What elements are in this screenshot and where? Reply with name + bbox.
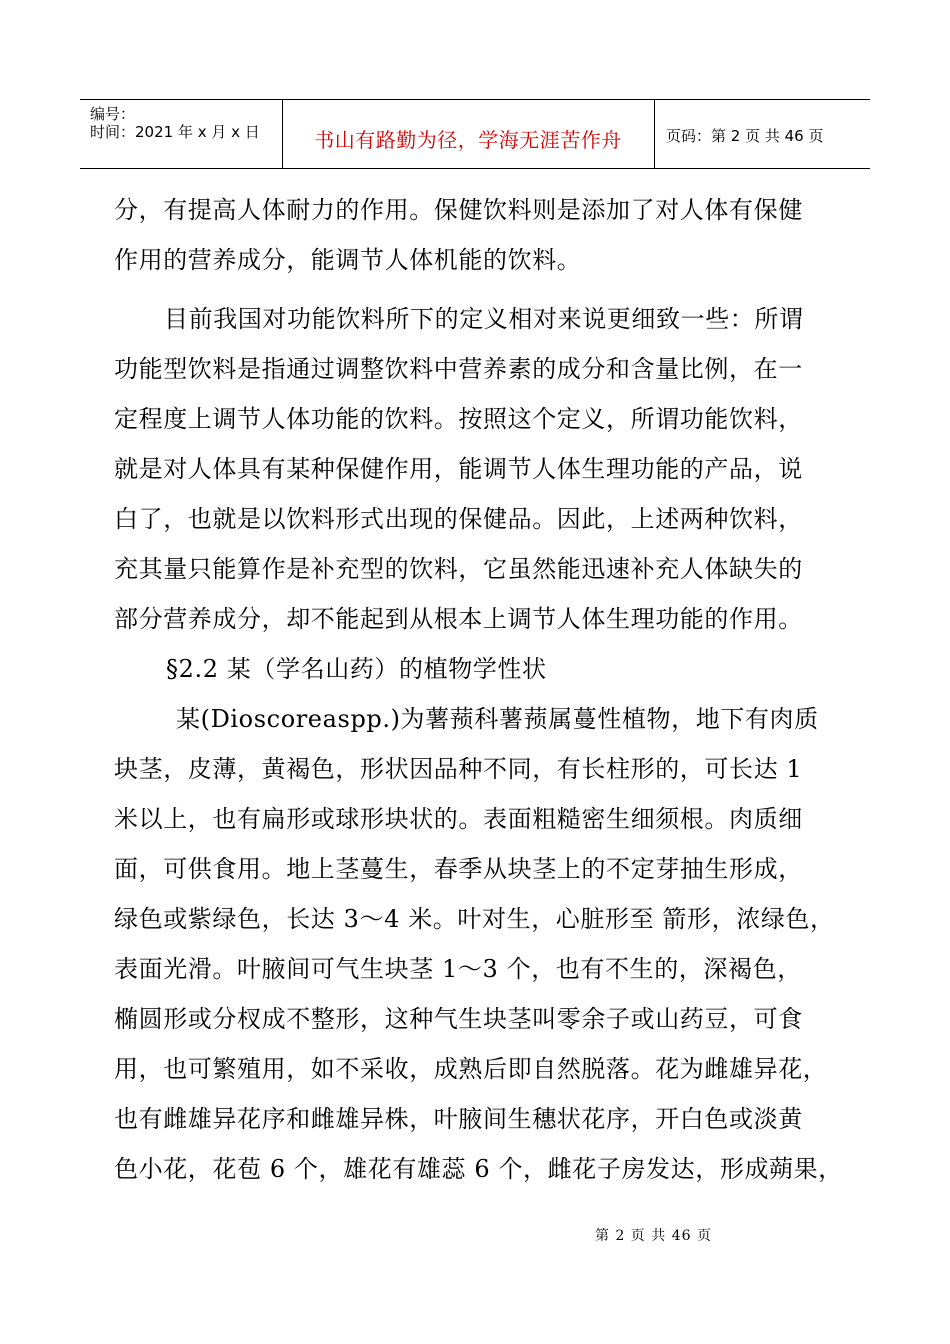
body-line: 定程度上调节人体功能的饮料。按照这个定义，所谓功能饮料， <box>114 405 803 433</box>
body-line: 绿色或紫绿色，长达 3～4 米。叶对生，心脏形至 箭形，浓绿色， <box>114 905 835 933</box>
body-line: 块茎，皮薄，黄褐色，形状因品种不同，有长柱形的，可长达 1 <box>114 755 803 783</box>
body-line: 作用的营养成分，能调节人体机能的饮料。 <box>114 246 582 274</box>
section-heading: §2.2 某（学名山药）的植物学性状 <box>166 655 547 683</box>
body-line: 就是对人体具有某种保健作用，能调节人体生理功能的产品，说 <box>114 455 803 483</box>
header-motto-cell <box>282 100 655 168</box>
header-meta-cell <box>80 100 283 168</box>
number-label: 编号： <box>90 105 136 123</box>
body-line: 椭圆形或分杈成不整形，这种气生块茎叫零余子或山药豆，可食 <box>114 1005 803 1033</box>
paragraph-start-line: 某(Dioscoreaspp.)为薯蓣科薯蓣属蔓性植物，地下有肉质 <box>176 705 819 733</box>
motto-text: 书山有路勤为径，学海无涯苦作舟 <box>314 128 622 152</box>
page-info: 页码：第 2 页 共 46 页 <box>666 127 824 145</box>
body-line: 米以上，也有扁形或球形块状的。表面粗糙密生细须根。肉质细 <box>114 805 803 833</box>
body-line: 用，也可繁殖用，如不采收，成熟后即自然脱落。花为雌雄异花， <box>114 1055 828 1083</box>
body-line: 充其量只能算作是补充型的饮料，它虽然能迅速补充人体缺失的 <box>114 555 803 583</box>
body-line: 表面光滑。叶腋间可气生块茎 1～3 个，也有不生的，深褐色， <box>114 955 802 983</box>
body-line: 也有雌雄异花序和雌雄异株，叶腋间生穗状花序，开白色或淡黄 <box>114 1105 803 1133</box>
body-line: 色小花，花苞 6 个，雄花有雄蕊 6 个，雌花子房发达，形成蒴果， <box>114 1155 843 1183</box>
body-line: 白了，也就是以饮料形式出现的保健品。因此，上述两种饮料， <box>114 505 803 533</box>
body-line: 部分营养成分，却不能起到从根本上调节人体生理功能的作用。 <box>114 605 803 633</box>
body-line: 功能型饮料是指通过调整饮料中营养素的成分和含量比例，在一 <box>114 355 803 383</box>
body-line: 面，可供食用。地上茎蔓生，春季从块茎上的不定芽抽生形成， <box>114 855 803 883</box>
paragraph-start-line: 目前我国对功能饮料所下的定义相对来说更细致一些：所谓 <box>164 305 804 333</box>
document-header-table <box>80 99 870 169</box>
page-footer: 第 2 页 共 46 页 <box>595 1228 712 1244</box>
header-page-cell <box>654 100 870 168</box>
body-line: 分，有提高人体耐力的作用。保健饮料则是添加了对人体有保健 <box>114 196 803 224</box>
time-label: 时间：2021 年 x 月 x 日 <box>90 123 260 141</box>
